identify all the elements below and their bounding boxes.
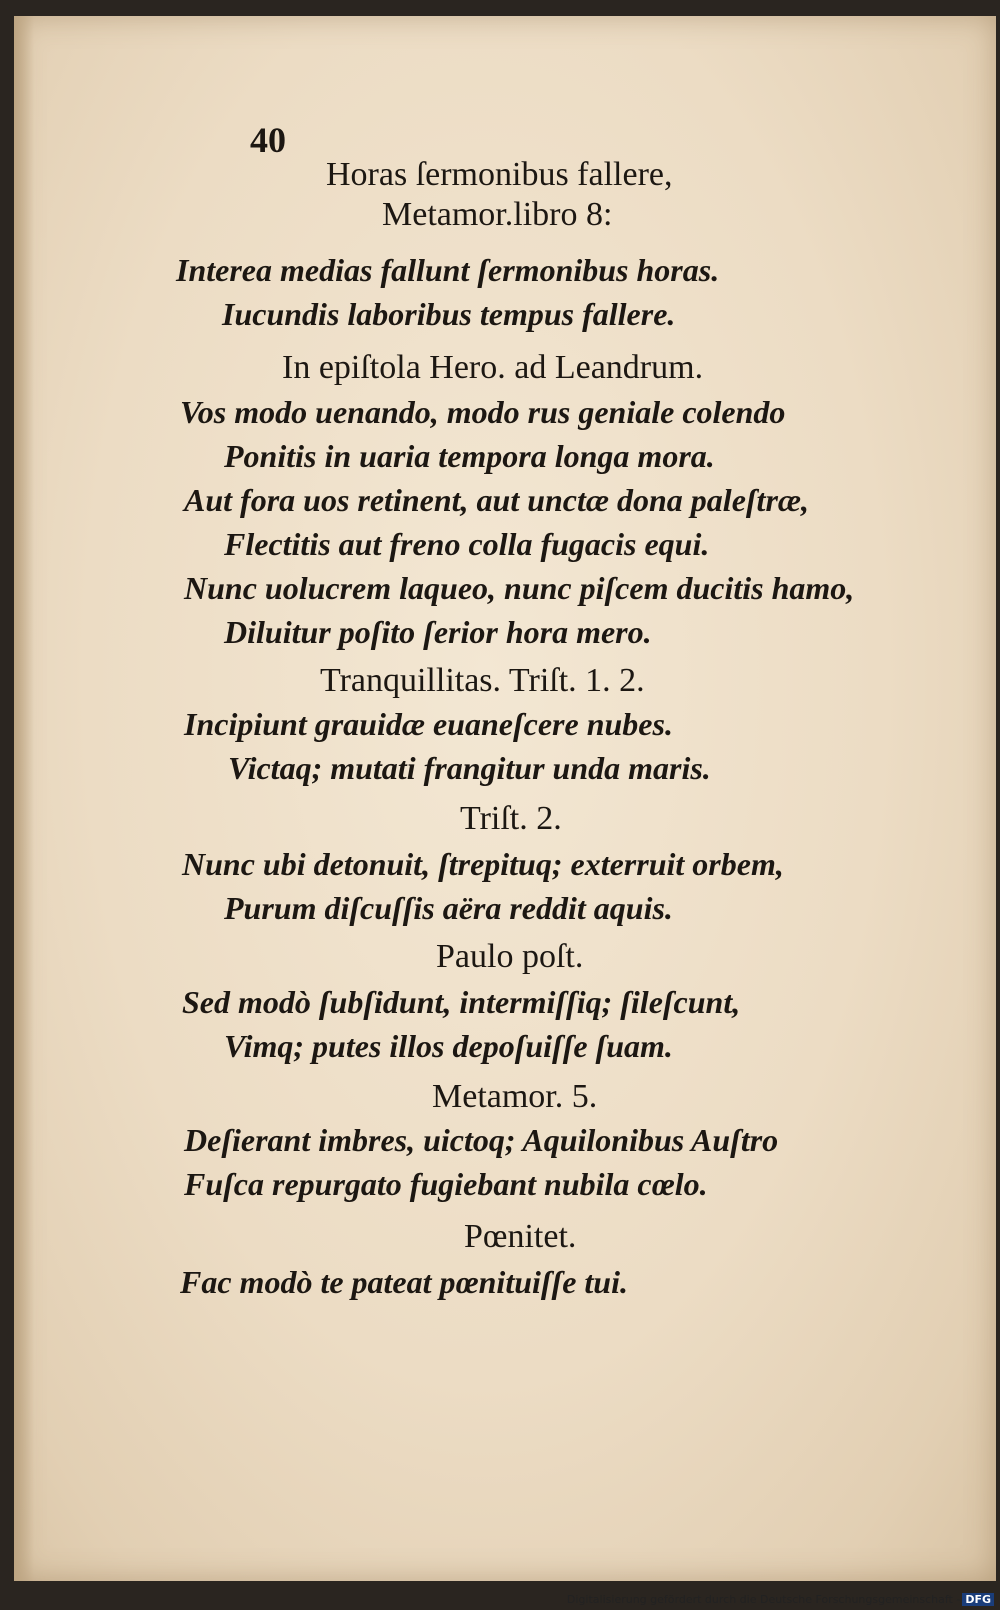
- reference-line: Metamor.libro 8:: [382, 196, 613, 233]
- verse-line: Vimq; putes illos depoſuiſſe ſuam.: [224, 1028, 673, 1064]
- heading-line: Tranquillitas. Triſt. 1. 2.: [320, 662, 645, 699]
- verse-line: Vos modo uenando, modo rus geniale colendo: [180, 394, 786, 430]
- verse-line: Interea medias fallunt ſermonibus horas.: [176, 252, 720, 288]
- dfg-logo: DFG: [962, 1593, 994, 1606]
- book-page: [14, 16, 996, 1581]
- verse-line: Diluitur poſito ſerior hora mero.: [224, 614, 652, 650]
- heading-line: Paulo poſt.: [436, 938, 584, 975]
- page-number: 40: [250, 120, 286, 160]
- digitization-credit: [567, 1593, 994, 1606]
- verse-line: Iucundis laboribus tempus fallere.: [222, 296, 676, 332]
- verse-line: Aut fora uos retinent, aut unctæ dona paleſtræ,: [184, 482, 809, 518]
- verse-line: Deſierant imbres, uictoq; Aquilonibus Auſtro: [184, 1122, 779, 1158]
- verse-line: Sed modò ſubſidunt, intermiſſiq; ſileſcunt,: [182, 984, 741, 1020]
- verse-line: Nunc uolucrem laqueo, nunc piſcem ducitis hamo,: [184, 570, 855, 606]
- verse-line: Flectitis aut freno colla fugacis equi.: [224, 526, 710, 562]
- heading-line: Metamor. 5.: [432, 1078, 598, 1115]
- credit-text: Digitalisierung gefördert durch die Deutsche Forschungsgemeinschaft -: [566, 1593, 961, 1606]
- verse-line: Nunc ubi detonuit, ſtrepituq; exterruit orbem,: [182, 846, 784, 882]
- heading-line: Pœnitet.: [464, 1218, 577, 1255]
- verse-line: Incipiunt grauidæ euaneſcere nubes.: [184, 706, 673, 742]
- verse-line: Ponitis in uaria tempora longa mora.: [224, 438, 715, 474]
- verse-line: Purum diſcuſſis aëra reddit aquis.: [224, 890, 673, 926]
- heading-line: Triſt. 2.: [460, 800, 562, 837]
- heading-line: Horas ſermonibus fallere,: [326, 156, 673, 193]
- page-text: [14, 16, 996, 1581]
- verse-line: Victaq; mutati frangitur unda maris.: [228, 750, 711, 786]
- verse-line: Fuſca repurgato fugiebant nubila cœlo.: [184, 1166, 708, 1202]
- heading-line: In epiſtola Hero. ad Leandrum.: [282, 349, 704, 386]
- verse-line: Fac modò te pateat pœnituiſſe tui.: [180, 1264, 628, 1300]
